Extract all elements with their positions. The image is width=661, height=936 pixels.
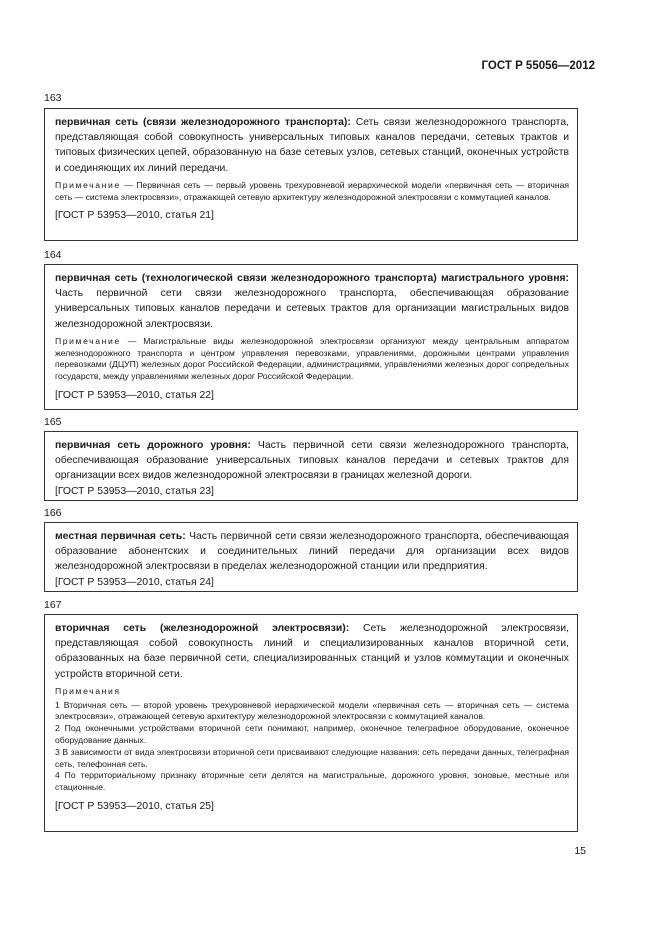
definition-text: Сеть железнодорожной электросвязи, представляющая собой совокупность линий и специализированных каналов вторичной сети, образованных на базе первичной сети, специализированных станций и узлов коммутации и оконечных устройств вторичной сети.	[55, 623, 569, 680]
term-name: первичная сеть (технологической связи железнодорожного транспорта) магистрального уровня:	[55, 273, 569, 284]
definition-text: Часть первичной сети связи железнодорожного транспорта, обеспечивающая образование универсальных типовых каналов передачи и сетевых трактов для организации всех видов железнодорожной электросвязи в границах железной дороги.	[55, 440, 570, 482]
term-entry	[44, 522, 578, 592]
term-definition	[55, 115, 569, 176]
source-reference: [ГОСТ Р 53953—2010, статья 25]	[55, 800, 214, 812]
source-reference: [ГОСТ Р 53953—2010, статья 22]	[55, 390, 214, 401]
entry-number: 165	[44, 416, 62, 428]
entry-number: 167	[44, 599, 62, 611]
term-entry	[44, 264, 578, 410]
term-definition	[55, 271, 569, 332]
standard-code: ГОСТ Р 55056—2012	[481, 60, 595, 72]
note-item: 3 В зависимости от вида электросвязи вторичной сети присваивают следующие названия: сеть передачи данных, телеграфная сеть, телефонная сеть.	[55, 746, 569, 769]
note-text: — Первичная сеть — первый уровень трехуровневой иерархической модели «первичная сеть — вторичная сеть — система электросвязи», отражающей сетевую архитектуру железнодорожной электросвязи с коммутацией каналов.	[55, 179, 569, 202]
page-number: 15	[574, 845, 586, 857]
term-entry	[44, 614, 578, 832]
term-name: первичная сеть (связи железнодорожного транспорта):	[55, 117, 351, 128]
definition-text: Часть первичной сети связи железнодорожного транспорта, обеспечивающая образование абонентских и соединительных линий передачи для организации всех видов железнодорожной электросвязи в пределах железнодорожной станции или предприятия.	[55, 531, 569, 573]
source-reference: [ГОСТ Р 53953—2010, статья 23]	[55, 485, 214, 497]
entry-number: 164	[44, 249, 62, 261]
term-definition	[55, 438, 569, 484]
note	[55, 180, 569, 204]
term-definition	[55, 621, 569, 682]
source-reference: [ГОСТ Р 53953—2010, статья 24]	[55, 576, 214, 588]
note-label: Примечание	[55, 335, 121, 346]
term-name: первичная сеть дорожного уровня:	[55, 440, 251, 451]
definition-text: Часть первичной сети связи железнодорожного транспорта, обеспечивающая образование универсальных типовых каналов передачи и сетевых трактов для организации магистральных видов железнодорожной электросвязи.	[55, 288, 569, 330]
note-item: 1 Вторичная сеть — второй уровень трехуровневой иерархической модели «первичная сеть — вторичная сеть — система электросвязи», отражающей сетевую архитектуру железнодорожной электросвязи с коммутацией каналов.	[55, 699, 569, 722]
note-item: 2 Под оконечными устройствами вторичной сети понимают, например, оконечное телеграфное оборудование, оконечное оборудование данных.	[55, 723, 569, 745]
note	[55, 336, 569, 383]
note-text: — Магистральные виды железнодорожной электросвязи организуют между центральным аппаратом железнодорожного транспорта и центром управления перевозками, управлениями, дорожными центрами управления перевозками (ДЦУП) железных дорог Российской Федерации, администрациями, управлениями железных дорог сопредельных государств, между управлениями железных дорог Российской Федерации.	[55, 335, 569, 382]
notes-label: Примечания	[55, 685, 121, 696]
notes-list	[55, 700, 569, 794]
term-definition	[55, 529, 569, 575]
entry-number: 166	[44, 507, 62, 519]
source-reference: [ГОСТ Р 53953—2010, статья 21]	[55, 210, 214, 222]
entry-number: 163	[44, 92, 62, 104]
note-label: Примечание	[55, 179, 121, 190]
term-name: вторичная сеть (железнодорожной электросвязи):	[55, 623, 350, 634]
term-entry	[44, 431, 578, 501]
term-name: местная первичная сеть:	[55, 531, 186, 542]
term-entry	[44, 108, 578, 241]
note-item: 4 По территориальному признаку вторичные сети делятся на магистральные, дорожного уровня, зоновые, местные или стационные.	[55, 770, 569, 793]
definition-text: Сеть связи железнодорожного транспорта, представляющая собой совокупность универсальных типовых каналов передачи, сетевых трактов и типовых физических цепей, образованную на базе сетевых узлов, сетевых станций, оконечных устройств и соединяющих их линий передачи.	[55, 117, 569, 174]
